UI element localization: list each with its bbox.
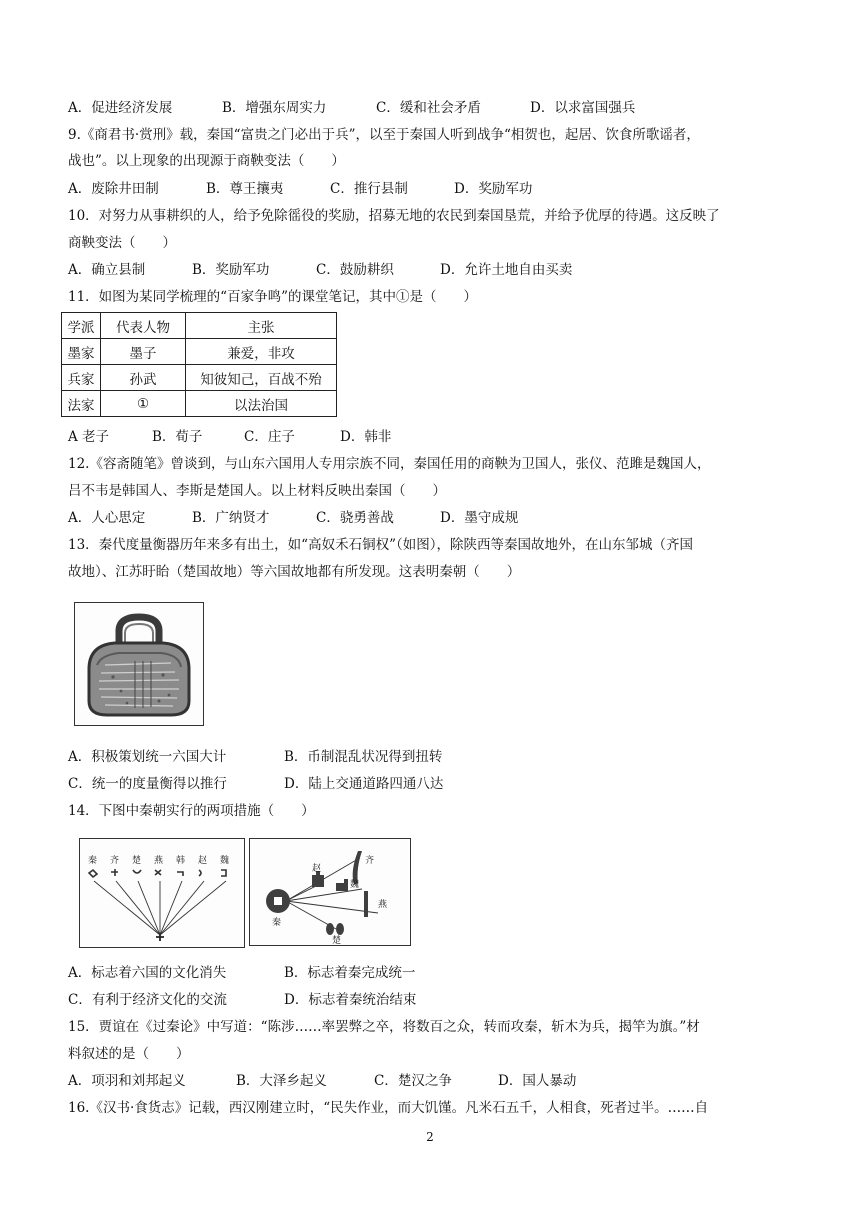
- state-label: 楚: [132, 856, 142, 866]
- q14-option-b[interactable]: B．标志着秦完成统一: [284, 965, 416, 981]
- q11-stem: 11．如图为某同学梳理的“百家争鸣”的课堂笔记，其中①是（ ）: [68, 289, 477, 305]
- q13-stem-line1: 13．秦代度量衡器历年来多有出土，如“高奴禾石铜权”（如图），除陕西等秦国故地外，在山东邹城（齐国: [68, 537, 693, 553]
- q13-option-b[interactable]: B．币制混乱状况得到扭转: [284, 749, 443, 765]
- q10-option-d[interactable]: D．允许土地自由买卖: [440, 262, 573, 278]
- q9-stem-line2: 战也”。以上现象的出现源于商鞅变法（ ）: [68, 153, 345, 169]
- q13-option-c[interactable]: C．统一的度量衡得以推行: [68, 776, 227, 792]
- table-cell: 以法治国: [186, 391, 337, 417]
- coin-label: 齐: [365, 856, 375, 866]
- q12-stem-line2: 吕不韦是韩国人、李斯是楚国人。以上材料反映出秦国（ ）: [68, 483, 446, 499]
- q10-option-a[interactable]: A．确立县制: [68, 262, 146, 278]
- q10-stem-line1: 10．对努力从事耕织的人，给予免除徭役的奖励，招募无地的农民到秦国垦荒，并给予优厚的待遇。这反映了: [68, 208, 720, 224]
- state-label: 魏: [220, 856, 230, 866]
- q15-stem-line2: 料叙述的是（ ）: [68, 1046, 190, 1062]
- q8-option-a[interactable]: A．促进经济发展: [68, 100, 173, 116]
- q9-option-c[interactable]: C．推行县制: [330, 181, 408, 197]
- q13-stem-line2: 故地）、江苏盱眙（楚国故地）等六国故地都有所发现。这表明秦朝（ ）: [68, 564, 521, 580]
- table-cell: 兵家: [62, 365, 101, 391]
- q12-option-b[interactable]: B．广纳贤才: [192, 510, 270, 526]
- q12-stem-line1: 12.《容斋随笔》曾谈到，与山东六国用人专用宗族不同，秦国任用的商鞅为卫国人，张仪、范雎是魏国人，: [68, 456, 711, 472]
- q12-option-a[interactable]: A．人心思定: [68, 510, 146, 526]
- coin-label: 楚: [332, 936, 342, 945]
- table-row: [62, 391, 337, 417]
- page-number: 2: [426, 1130, 434, 1144]
- state-label: 燕: [154, 856, 164, 866]
- q15-option-a[interactable]: A．项羽和刘邦起义: [68, 1073, 186, 1089]
- bronze-weight-image: [74, 602, 204, 726]
- q8-options: [68, 99, 635, 117]
- table-cell: 知彼知己，百战不殆: [186, 365, 337, 391]
- q13-options-row2: [68, 775, 443, 793]
- q14-option-c[interactable]: C．有利于经济文化的交流: [68, 992, 227, 1008]
- q14-option-d[interactable]: D．标志着秦统治结束: [284, 992, 417, 1008]
- q10-options: [68, 261, 572, 279]
- q16-stem-line1: 16.《汉书·食货志》记载，西汉刚建立时，“民失作业，而大饥馑。凡米石五千，人相食，死者过半。……自: [68, 1100, 709, 1116]
- q8-option-c[interactable]: C．缓和社会矛盾: [376, 100, 481, 116]
- q15-option-b[interactable]: B．大泽乡起义: [236, 1073, 327, 1089]
- table-cell: 兼爱，非攻: [186, 339, 337, 365]
- q15-options: [68, 1072, 576, 1090]
- table-cell: 孙武: [101, 365, 186, 391]
- table-row: [62, 339, 337, 365]
- table-row: [62, 365, 337, 391]
- q15-option-d[interactable]: D．国人暴动: [498, 1073, 577, 1089]
- table-header-row: [62, 313, 337, 339]
- coin-label: 魏: [350, 880, 360, 890]
- q9-option-a[interactable]: A．废除井田制: [68, 181, 159, 197]
- q8-option-b[interactable]: B．增强东周实力: [222, 100, 327, 116]
- table-cell: 法家: [62, 391, 101, 417]
- q12-option-d[interactable]: D．墨守成规: [440, 510, 519, 526]
- table-header: 主张: [186, 313, 337, 339]
- q15-option-c[interactable]: C．楚汉之争: [374, 1073, 452, 1089]
- state-label: 韩: [176, 856, 186, 866]
- q10-option-b[interactable]: B．奖励军功: [192, 262, 270, 278]
- q9-stem-line1: 9.《商君书·赏刑》载，秦国“富贵之门必出于兵”，以至于秦国人听到战争“相贺也，起居、饮食所歌谣者，: [68, 127, 700, 143]
- script-unification-figure: [79, 838, 245, 948]
- q8-option-d[interactable]: D．以求富国强兵: [530, 100, 636, 116]
- q12-options: [68, 509, 518, 527]
- q9-option-d[interactable]: D．奖励军功: [454, 181, 533, 197]
- table-cell: 墨子: [101, 339, 186, 365]
- bronze-weight-illustration: [75, 603, 203, 725]
- q12-option-c[interactable]: C．骁勇善战: [316, 510, 394, 526]
- currency-unification-figure: [249, 838, 411, 946]
- q11-option-a[interactable]: A 老子: [68, 429, 110, 445]
- script-unification-illustration: [80, 839, 244, 947]
- q14-stem: 14．下图中秦朝实行的两项措施（ ）: [68, 803, 315, 819]
- q10-option-c[interactable]: C．鼓励耕织: [316, 262, 394, 278]
- table-cell: 墨家: [62, 339, 101, 365]
- q11-options: [68, 428, 391, 446]
- state-label: 齐: [110, 856, 120, 866]
- table-header: 代表人物: [101, 313, 186, 339]
- q9-option-b[interactable]: B．尊王攘夷: [206, 181, 284, 197]
- table-cell: ①: [101, 391, 186, 417]
- coin-label: 秦: [272, 918, 282, 928]
- q15-stem-line1: 15．贾谊在《过秦论》中写道：“陈涉……率罢弊之卒，将数百之众，转而攻秦，斩木为兵，揭竿为旗。”材: [68, 1019, 700, 1035]
- q14-options-row2: [68, 991, 416, 1009]
- q14-options-row1: [68, 964, 415, 982]
- state-label: 秦: [88, 856, 98, 866]
- table-header: 学派: [62, 313, 101, 339]
- currency-unification-illustration: [250, 839, 410, 945]
- q10-stem-line2: 商鞅变法（ ）: [68, 235, 176, 251]
- q13-options-row1: [68, 748, 442, 766]
- q11-option-c[interactable]: C．庄子: [244, 429, 295, 445]
- coin-label: 赵: [312, 864, 322, 874]
- q14-option-a[interactable]: A．标志着六国的文化消失: [68, 965, 227, 981]
- q9-options: [68, 180, 532, 198]
- q11-option-d[interactable]: D．韩非: [340, 429, 392, 445]
- state-label: 赵: [198, 856, 208, 866]
- q13-option-a[interactable]: A．积极策划统一六国大计: [68, 749, 227, 765]
- coin-label: 燕: [378, 900, 388, 910]
- q13-option-d[interactable]: D．陆上交通道路四通八达: [284, 776, 444, 792]
- q11-option-b[interactable]: B．荀子: [152, 429, 203, 445]
- schools-table: [61, 312, 337, 417]
